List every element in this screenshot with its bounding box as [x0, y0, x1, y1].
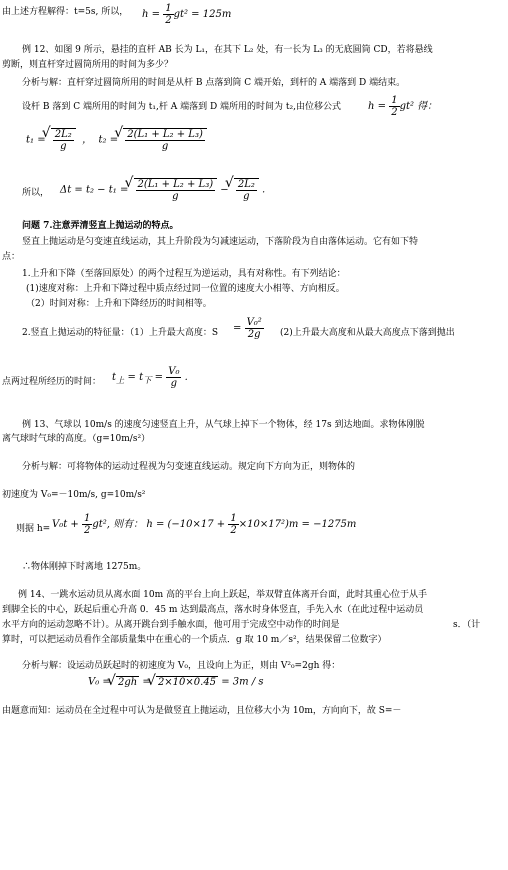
- equation-t1-t2: t₁ = √ $\frac{\text{2L₂}}{g}$ ， t₂ = √ $\frac{\text{2(L₁ + L₂ + L₃)}}{g}$: [26, 128, 207, 152]
- equation-sm: = $\frac{\text{V₀²}}{2g}$: [233, 317, 262, 340]
- example-14-line2: 到脚全长的中心，跃起后重心升高 0．45 m 达到最高点，落水时身体竖直，手先入水（在此过程中运动员: [2, 605, 424, 615]
- point-1: 1.上升和下降（至落回原处）的两个过程互为逆运动，具有对称性。有下列结论：: [22, 269, 346, 279]
- vertical-throw-intro2: 点：: [2, 252, 21, 262]
- point-2-cont: (2)上升最大高度和从最大高度点下落到抛出: [280, 328, 455, 338]
- example-14-line1: 例 14、一跳水运动员从离水面 10m 高的平台上向上跃起，举双臂直体离开台面，此时其重心位于从手: [18, 590, 428, 600]
- example-13-line1: 例 13、气球以 10m/s 的速度匀速竖直上升，从气球上掉下一个物体，经 17s 到达地面。求物体刚脱: [22, 420, 425, 430]
- setup-12: 设杆 B 落到 C 端所用的时间为 t₁,杆 A 端落到 D 端所用的时间为 t₂,由位移公式: [22, 102, 341, 112]
- equation-h-125: h = $\frac{1}{2}$ gt² = 125m: [142, 3, 232, 26]
- problem-7-title: 问题 7.注意弄清竖直上抛运动的特点。: [22, 221, 179, 231]
- time-symmetry: （2）时间对称：上升和下降经历的时间相等。: [26, 299, 212, 309]
- calc-label: 则据 h=: [16, 524, 51, 534]
- equation-t-up-down: $t_上 = t_下$ = $\frac{\text{V₀}}{g}$ .: [112, 366, 188, 389]
- result-13: ∴物体刚掉下时离地 1275m。: [22, 562, 147, 572]
- analysis-14: 分析与解：设运动员跃起时的初速度为 V₀，且设向上为正，则由 V²₀=2gh 得：: [22, 661, 341, 671]
- example-12-line1: 例 12、如图 9 所示，悬挂的直杆 AB 长为 L₁，在其下 L₂ 处，有一长为 L₃ 的无底圆筒 CD，若将悬线: [22, 45, 433, 55]
- example-13-line2: 离气球时气球的高度。（g=10m/s²）: [2, 434, 151, 444]
- velocity-symmetry: (1)速度对称：上升和下降过程中质点经过同一位置的速度大小相等、方向相反。: [26, 284, 345, 294]
- formula-h: h = $\frac{1}{2}$ gt² 得：: [368, 95, 438, 118]
- conclusion-14: 由题意而知：运动员在全过程中可认为是做竖直上抛运动，且位移大小为 10m，方向向下，故 S=－: [2, 706, 402, 716]
- analysis-13: 分析与解：可将物体的运动过程视为匀变速直线运动。规定向下方向为正，则物体的: [22, 462, 356, 472]
- vertical-throw-intro: 竖直上抛运动是匀变速直线运动，其上升阶段为匀减速运动，下落阶段为自由落体运动。它有如下特: [22, 237, 419, 247]
- analysis-12: 分析与解：直杆穿过圆筒所用的时间是从杆 B 点落到筒 C 端开始，到杆的 A 端落到 D 端结束。: [22, 78, 406, 88]
- point-2: 2.竖直上抛运动的特征量：（1）上升最大高度：S: [22, 328, 218, 338]
- initial-velocity: 初速度为 V₀=－10m/s, g=10m/s²: [2, 490, 146, 500]
- example-14-line3: 水平方向的运动忽略不计）。从离开跳台到手触水面，他可用于完成空中动作的时间是: [2, 620, 340, 630]
- equation-delta-t: Δt = t₂ − t₁ = √ $\frac{\text{2(L₁ + L₂ + L₃)}}{g}$ − √ $\frac{\text{2L₂}}{g}$ .: [60, 178, 265, 202]
- example-14-blank: s．（计: [453, 620, 481, 630]
- example-14-line4: 算时，可以把运动员看作全部质量集中在重心的一个质点．g 取 10 m／s²，结果保留二位数字）: [2, 635, 387, 645]
- example-12-line2: 剪断，则直杆穿过圆筒所用的时间为多少？: [2, 60, 174, 70]
- equation-v0: V₀ = √ 2gh = √ 2×10×0.45 = 3m / s: [88, 676, 264, 688]
- time-two-process: 点两过程所经历的时间：: [2, 377, 102, 387]
- equation-h-1275: V₀t + $\frac{1}{2}$ gt², 则有： h = (−10×17 + $\frac{1}{2}$ ×10×17²)m = −1275m: [52, 513, 357, 536]
- line-1: 由上述方程解得：t=5s, 所以，: [2, 7, 129, 17]
- so-label: 所以，: [22, 188, 50, 198]
